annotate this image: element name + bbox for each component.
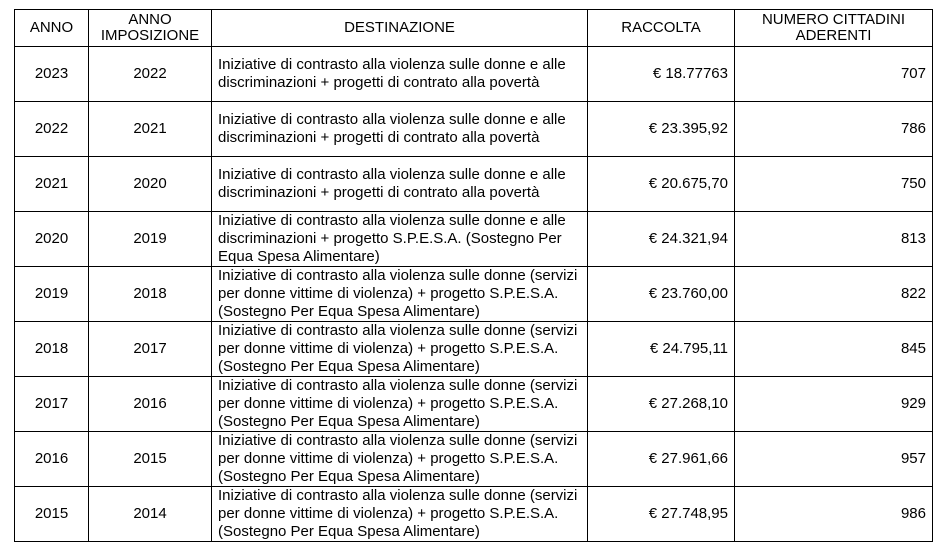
cell-imposizione: 2022 [89, 47, 212, 102]
cell-raccolta: € 18.77763 [588, 47, 735, 102]
cell-raccolta: € 20.675,70 [588, 157, 735, 212]
table-row [15, 157, 933, 212]
cell-anno: 2023 [15, 47, 89, 102]
cell-cittadini: 957 [735, 432, 933, 487]
header-cittadini: NUMERO CITTADINI ADERENTI [735, 10, 933, 47]
cell-anno: 2018 [15, 322, 89, 377]
cell-destinazione: Iniziative di contrasto alla violenza sulle donne e alle discriminazioni + progetto S.P.E.S.A. (Sostegno Per Equa Spesa Alimentare) [212, 212, 588, 267]
table-row [15, 267, 933, 322]
cell-anno: 2016 [15, 432, 89, 487]
cell-destinazione: Iniziative di contrasto alla violenza sulle donne e alle discriminazioni + progetti di contrato alla povertà [212, 102, 588, 157]
cell-destinazione: Iniziative di contrasto alla violenza sulle donne (servizi per donne vittime di violenza) + progetto S.P.E.S.A. (Sostegno Per Equa Spesa Alimentare) [212, 322, 588, 377]
header-row [15, 10, 933, 47]
cell-anno: 2020 [15, 212, 89, 267]
table-row [15, 212, 933, 267]
donations-table [14, 9, 933, 542]
header-raccolta: RACCOLTA [588, 10, 735, 47]
cell-imposizione: 2015 [89, 432, 212, 487]
cell-cittadini: 786 [735, 102, 933, 157]
cell-imposizione: 2018 [89, 267, 212, 322]
cell-imposizione: 2021 [89, 102, 212, 157]
header-destinazione: DESTINAZIONE [212, 10, 588, 47]
cell-raccolta: € 27.268,10 [588, 377, 735, 432]
cell-destinazione: Iniziative di contrasto alla violenza sulle donne e alle discriminazioni + progetti di contrato alla povertà [212, 157, 588, 212]
cell-raccolta: € 23.760,00 [588, 267, 735, 322]
cell-raccolta: € 23.395,92 [588, 102, 735, 157]
cell-raccolta: € 27.748,95 [588, 487, 735, 542]
table-row [15, 377, 933, 432]
table-row [15, 102, 933, 157]
cell-destinazione: Iniziative di contrasto alla violenza sulle donne (servizi per donne vittime di violenza) + progetto S.P.E.S.A. (Sostegno Per Equa Spesa Alimentare) [212, 377, 588, 432]
cell-destinazione: Iniziative di contrasto alla violenza sulle donne (servizi per donne vittime di violenza) + progetto S.P.E.S.A. (Sostegno Per Equa Spesa Alimentare) [212, 432, 588, 487]
cell-destinazione: Iniziative di contrasto alla violenza sulle donne e alle discriminazioni + progetti di contrato alla povertà [212, 47, 588, 102]
cell-cittadini: 707 [735, 47, 933, 102]
cell-destinazione: Iniziative di contrasto alla violenza sulle donne (servizi per donne vittime di violenza) + progetto S.P.E.S.A. (Sostegno Per Equa Spesa Alimentare) [212, 487, 588, 542]
cell-cittadini: 929 [735, 377, 933, 432]
cell-destinazione: Iniziative di contrasto alla violenza sulle donne (servizi per donne vittime di violenza) + progetto S.P.E.S.A. (Sostegno Per Equa Spesa Alimentare) [212, 267, 588, 322]
table-row [15, 47, 933, 102]
cell-imposizione: 2019 [89, 212, 212, 267]
cell-cittadini: 986 [735, 487, 933, 542]
table-row [15, 432, 933, 487]
cell-anno: 2019 [15, 267, 89, 322]
cell-cittadini: 750 [735, 157, 933, 212]
cell-raccolta: € 24.321,94 [588, 212, 735, 267]
cell-imposizione: 2020 [89, 157, 212, 212]
cell-anno: 2015 [15, 487, 89, 542]
cell-cittadini: 822 [735, 267, 933, 322]
cell-imposizione: 2014 [89, 487, 212, 542]
cell-cittadini: 813 [735, 212, 933, 267]
cell-raccolta: € 24.795,11 [588, 322, 735, 377]
cell-cittadini: 845 [735, 322, 933, 377]
cell-imposizione: 2017 [89, 322, 212, 377]
table-row [15, 487, 933, 542]
cell-imposizione: 2016 [89, 377, 212, 432]
cell-anno: 2021 [15, 157, 89, 212]
header-anno: ANNO [15, 10, 89, 47]
cell-anno: 2022 [15, 102, 89, 157]
header-imposizione: ANNO IMPOSIZIONE [89, 10, 212, 47]
cell-anno: 2017 [15, 377, 89, 432]
table-row [15, 322, 933, 377]
cell-raccolta: € 27.961,66 [588, 432, 735, 487]
